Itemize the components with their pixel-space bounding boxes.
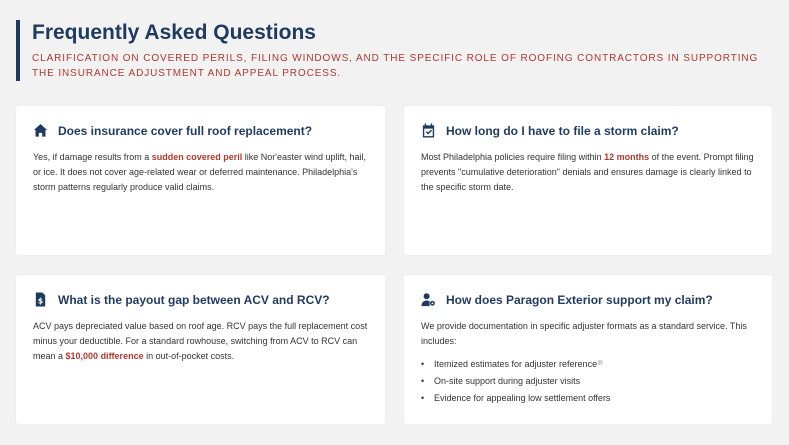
receipt-dollar-icon: [33, 292, 48, 307]
faq-answer: We provide documentation in specific adjuster formats as a standard service. This includes:: [421, 321, 747, 346]
faq-answer: Most Philadelphia policies require filing within 12 months of the event. Prompt filing prevents "cumulative deterioration" denials and ensures damage is clearly linked to the specific storm date.: [421, 152, 754, 192]
faq-question: How does Paragon Exterior support my claim?: [446, 292, 713, 307]
faq-question: What is the payout gap between ACV and RCV?: [58, 292, 330, 307]
faq-question: Does insurance cover full roof replacement?: [58, 123, 313, 138]
user-gear-icon: [421, 292, 436, 307]
answer-highlight: sudden covered peril: [151, 152, 243, 162]
faq-header: [16, 20, 776, 81]
faq-card-support: [404, 275, 772, 424]
svg-text:$: $: [37, 296, 44, 306]
faq-question: How long do I have to file a storm claim?: [446, 123, 679, 138]
answer-highlight: 12 months: [604, 152, 650, 162]
faq-card-coverage: [16, 106, 385, 255]
list-item: • On-site support during adjuster visits: [421, 376, 581, 386]
faq-card-acv-rcv: [16, 275, 385, 424]
list-item: • Evidence for appealing low settlement offers: [421, 393, 611, 403]
calendar-check-icon: [421, 123, 436, 138]
faq-answer: Yes, if damage results from a sudden covered peril like Nor'easter wind uplift, hail, or ice. It does not cover age-related wear or deferred maintenance. Philadelphia's storm patterns regularly produce valid claims.: [33, 152, 367, 192]
answer-highlight: $10,000 difference: [65, 351, 144, 361]
faq-card-filing-window: [404, 106, 772, 255]
page-subtitle: CLARIFICATION ON COVERED PERILS, FILING WINDOWS, AND THE SPECIFIC ROLE OF ROOFING CONTRACTORS IN SUPPORTING THE INSURANCE ADJUSTMENT AND APPEAL PROCESS.: [32, 53, 759, 79]
list-item: • Itemized estimates for adjuster reference ®: [421, 359, 603, 369]
house-icon: [33, 123, 48, 138]
support-list: [421, 358, 756, 405]
page-title: Frequently Asked Questions: [32, 21, 316, 44]
registered-mark: ®: [598, 361, 603, 367]
faq-answer: ACV pays depreciated value based on roof age. RCV pays the full replacement cost minus your deductible. For a standard rowhouse, switching from ACV to RCV can mean a $10,000 difference in out-of-pocket costs.: [33, 321, 368, 361]
